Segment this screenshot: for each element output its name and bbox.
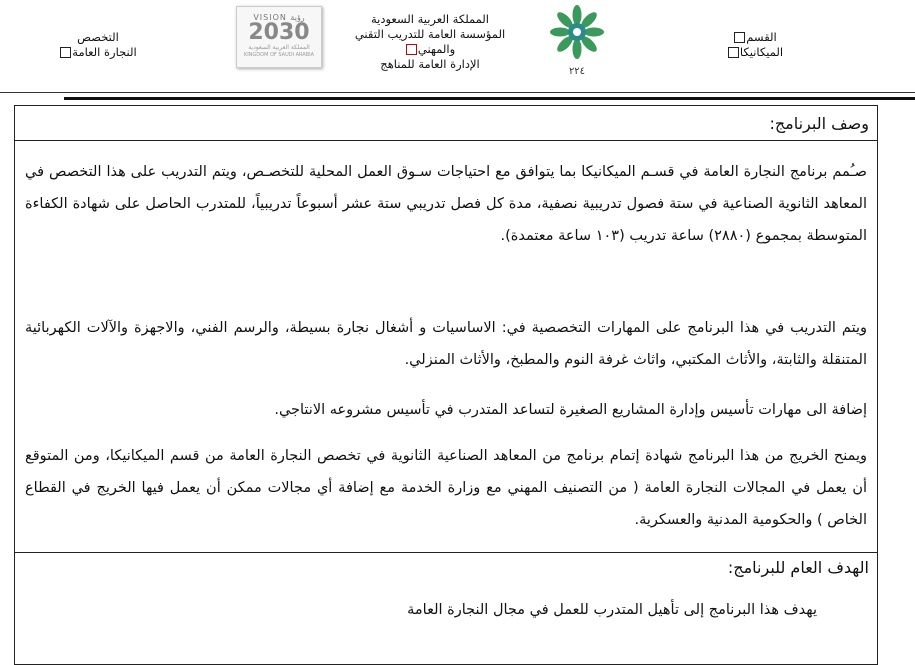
program-content-box xyxy=(14,105,878,665)
org-line-3-row xyxy=(345,42,515,57)
org-line-1: المملكة العربية السعودية xyxy=(371,12,489,26)
specialization-value: النجارة العامة xyxy=(72,45,137,59)
header-divider-thick xyxy=(64,97,915,100)
vision-text: VISION xyxy=(253,13,287,22)
description-paragraph-1: صـُمم برنامج النجارة العامة في قسـم الميكانيكا بما يتوافق مع احتياجات سـوق العمل المحلية للتخصـص، ويتم التدريب على هذا التخصص في المعاهد الثانوية الصناعية في ستة فصول تدريبية نصفية، مدة كل فصل تدريبي ستة عشر أسبوعاً تدريبياً، للمتدرب الحاصل على شهادة الكفاءة المتوسطة بمجموع (٢٨٨٠) ساعة تدريب (١٠٣ ساعة معتمدة). xyxy=(25,164,867,244)
department-label: القسم xyxy=(746,30,777,44)
description-title-rule xyxy=(15,140,877,141)
description-paragraph-4: ويمنح الخريج من هذا البرنامج شهادة إتمام برنامج من المعاهد الصناعية الثانوية في تخصص النجارة العامة من قسم الميكانيكا، ومن المتوقع أن يعمل في المجالات النجارة العامة ( من التصنيف المهني مع وزارة الخدمة مع إضافة أي مجالات ممكن أن يعمل فيها الخريج في القطاع الخاص ) والحكومية المدنية والعسكرية. xyxy=(25,448,867,528)
header-divider-thin xyxy=(0,92,915,93)
department-label-row xyxy=(700,30,810,45)
vision-subtext: المملكة العربية السعودية xyxy=(248,44,310,51)
description-paragraph-2: ويتم التدريب في هذا البرنامج على المهارات التخصصية في: الاساسيات و أشغال نجارة بسيطة، والرسم الفني، والاجهزة والآلات الكهربائية المتنقلة والثابتة، والأثاث المكتبي، واثاث غرفة النوم والمطبخ، والأثاث المنزلي. xyxy=(25,320,867,368)
vision-2030-logo xyxy=(236,6,322,68)
specialization-checkbox[interactable] xyxy=(60,47,71,58)
department-value-row xyxy=(700,45,810,60)
logo-number: ٢٢٤ xyxy=(568,66,586,77)
specialization-value-row xyxy=(48,45,148,60)
org-line-2: المؤسسة العامة للتدريب التقني xyxy=(354,27,506,41)
vision-year: 2030 xyxy=(248,20,310,45)
tvtc-logo-icon xyxy=(549,4,605,62)
organization-block xyxy=(345,12,515,72)
specialization-label: التخصص xyxy=(77,30,119,44)
goal-title: الهدف العام للبرنامج: xyxy=(727,558,869,577)
org-checkbox[interactable] xyxy=(406,44,417,55)
vision-arabic: رؤية xyxy=(290,13,305,22)
department-value-checkbox[interactable] xyxy=(728,47,739,58)
specialization-block xyxy=(48,30,148,60)
goal-section-rule xyxy=(15,552,877,553)
description-title: وصف البرنامج: xyxy=(769,114,869,133)
department-block xyxy=(700,30,810,60)
tvtc-logo xyxy=(548,4,606,84)
org-line-4: الإدارة العامة للمناهج xyxy=(380,57,480,71)
department-checkbox[interactable] xyxy=(734,32,745,43)
description-paragraph-3: إضافة الى مهارات تأسيس وإدارة المشاريع الصغيرة لتساعد المتدرب في تأسيس مشروعه الانتاجي. xyxy=(274,402,867,418)
department-value: الميكانيكا xyxy=(739,45,784,59)
vision-subtext-en: KINGDOM OF SAUDI ARABIA xyxy=(243,52,315,58)
goal-text: يهدف هذا البرنامج إلى تأهيل المتدرب للعمل في مجال النجارة العامة xyxy=(407,602,817,618)
org-line-3: والمهني xyxy=(417,42,456,56)
